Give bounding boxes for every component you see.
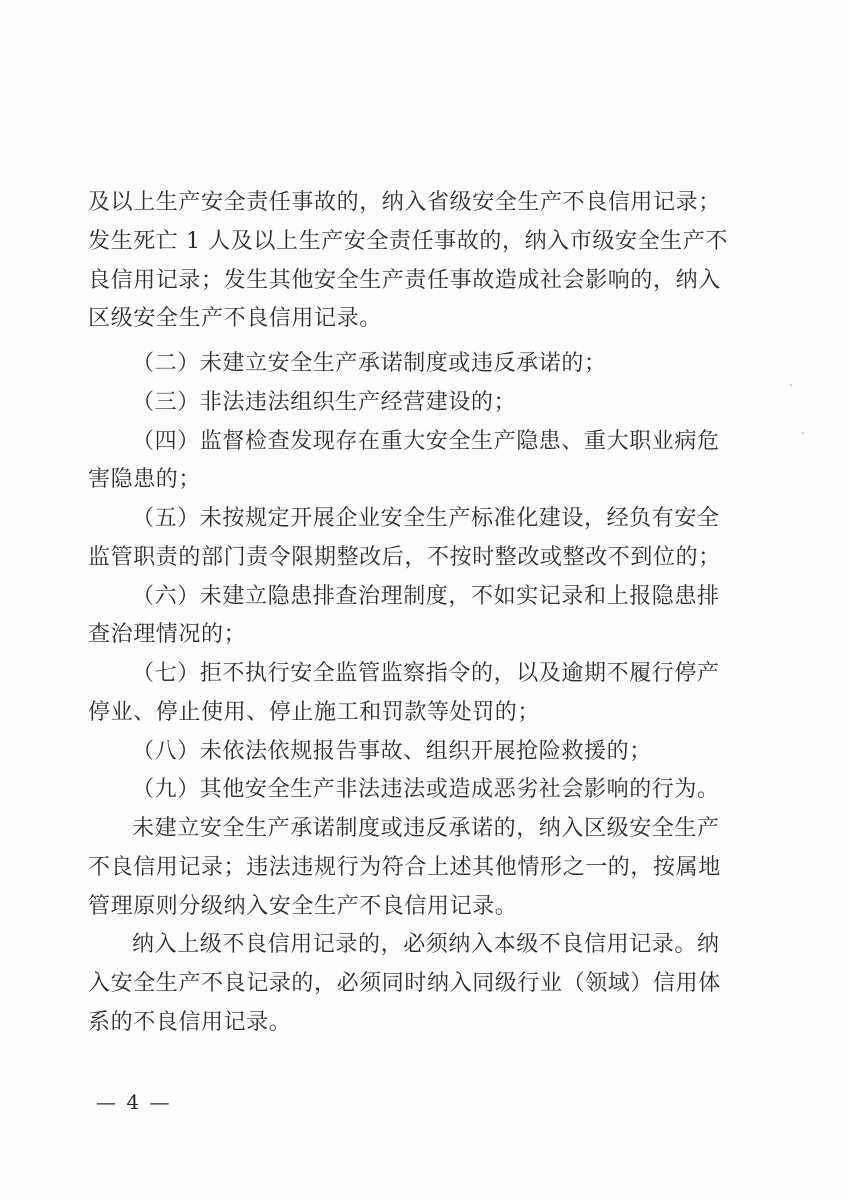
paragraph xyxy=(88,345,768,384)
text-line: 害隐患的； xyxy=(88,467,202,493)
text-line: （八）未依法依规报告事故、组织开展抢险救援的； xyxy=(132,738,652,764)
text-line: 不良信用记录；违法违规行为符合上述其他情形之一的，按属地 xyxy=(88,854,721,880)
text-line: 监管职责的部门责令限期整改后，不按时整改或整改不到位的； xyxy=(88,544,721,570)
paragraph xyxy=(88,423,768,501)
paragraph xyxy=(88,655,768,733)
text-line: 及以上生产安全责任事故的，纳入省级安全生产不良信用记录； xyxy=(88,190,721,215)
paragraph xyxy=(88,926,768,1042)
text-line: （七）拒不执行安全监管监察指令的，以及逾期不履行停产 xyxy=(132,661,720,686)
paragraph xyxy=(88,184,768,339)
text-line: （五）未按规定开展企业安全生产标准化建设，经负有安全 xyxy=(132,506,720,531)
text-line: 发生死亡 1 人及以上生产安全责任事故的，纳入市级安全生产不 xyxy=(88,228,728,254)
text-line: （六）未建立隐患排查治理制度，不如实记录和上报隐患排 xyxy=(132,583,720,609)
text-line: （二）未建立安全生产承诺制度或违反承诺的； xyxy=(132,351,607,376)
text-line: 停业、停止使用、停止施工和罚款等处罚的； xyxy=(88,699,541,725)
paragraph xyxy=(88,384,768,423)
text-line: 区级安全生产不良信用记录。 xyxy=(88,306,382,332)
paragraph xyxy=(88,733,768,772)
paragraph xyxy=(88,500,768,578)
paragraph xyxy=(88,578,768,656)
text-line: 入安全生产不良记录的，必须同时纳入同级行业（领域）信用体 xyxy=(88,971,721,996)
scan-speck xyxy=(790,384,792,386)
text-line: 系的不良信用记录。 xyxy=(88,1009,292,1035)
paragraph xyxy=(88,771,768,810)
text-line: 查治理情况的； xyxy=(88,622,247,648)
text-line: 纳入上级不良信用记录的，必须纳入本级不良信用记录。纳 xyxy=(132,932,720,958)
text-line: 良信用记录；发生其他安全生产责任事故造成社会影响的，纳入 xyxy=(88,267,721,293)
paragraph xyxy=(88,810,768,926)
text-line: 管理原则分级纳入安全生产不良信用记录。 xyxy=(88,893,518,919)
text-line: （四）监督检查发现存在重大安全生产隐患、重大职业病危 xyxy=(132,428,720,454)
scan-speck xyxy=(802,432,804,434)
text-line: （三）非法违法组织生产经营建设的； xyxy=(132,389,517,415)
page-number: — 4 — xyxy=(96,1090,172,1114)
document-body xyxy=(88,184,768,1043)
text-line: （九）其他安全生产非法违法或造成恶劣社会影响的行为。 xyxy=(132,777,720,803)
text-line: 未建立安全生产承诺制度或违反承诺的，纳入区级安全生产 xyxy=(132,816,720,841)
